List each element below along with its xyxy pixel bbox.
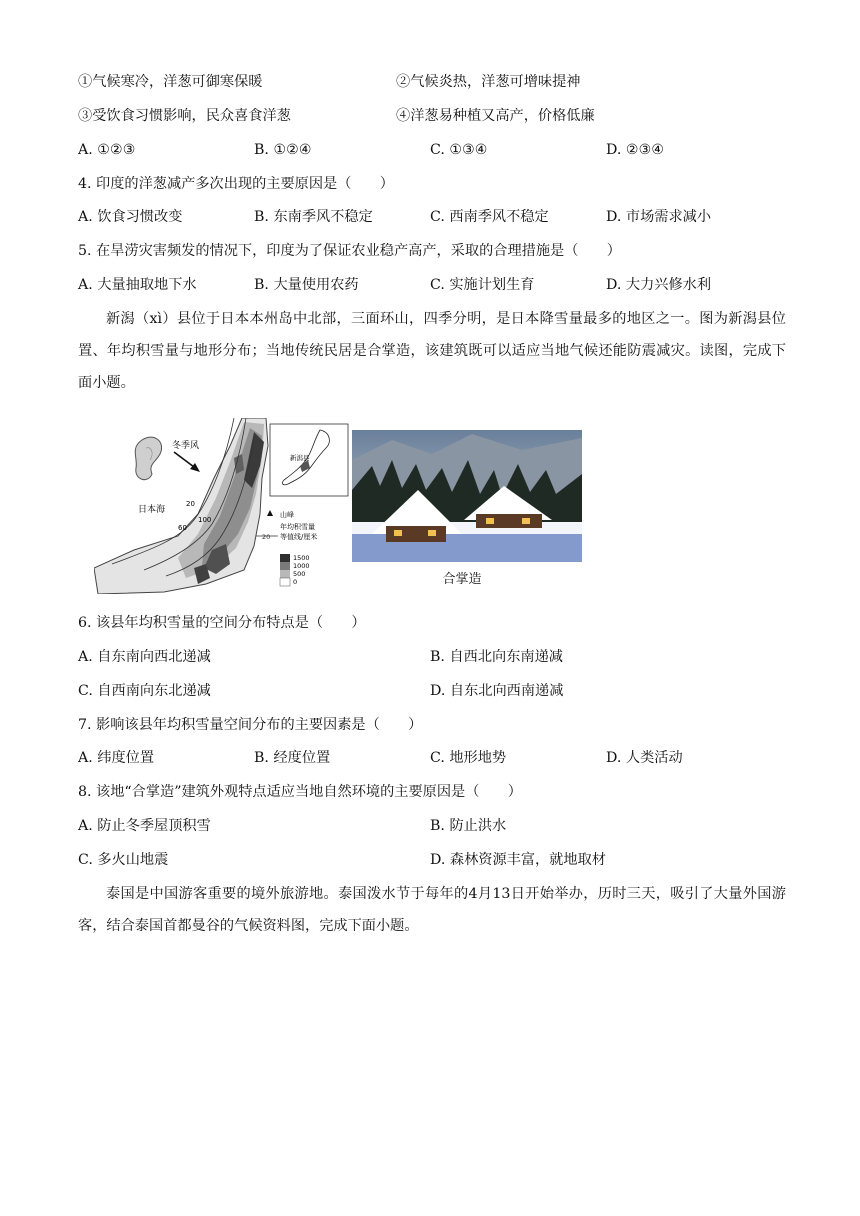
q3-option-d: D. ②③④ (606, 142, 665, 158)
q3-option-b: B. ①②④ (254, 142, 312, 158)
q3-statement-4: ④洋葱易种植又高产，价格低廉 (396, 108, 595, 124)
passage-thailand: 泰国是中国游客重要的境外旅游地。泰国泼水节于每年的4月13日开始举办，历时三天，吸引了大量外国游客，结合泰国首都曼谷的气候资料图，完成下面小题。 (78, 886, 786, 934)
mountain-peak-icon (267, 510, 273, 516)
q7-option-c: C. 地形地势 (430, 750, 507, 766)
q3-option-c: C. ①③④ (430, 142, 488, 158)
winter-wind-label: 冬季风 (172, 441, 200, 451)
q5-stem: 5. 在旱涝灾害频发的情况下，印度为了保证农业稳产高产，采取的合理措施是（ ） (78, 243, 621, 259)
q6-stem: 6. 该县年均积雪量的空间分布特点是（ ） (78, 615, 366, 631)
legend-iso-1: 年均积雪量 (280, 523, 315, 531)
q8-stem: 8. 该地“合掌造”建筑外观特点适应当地自然环境的主要原因是（ ） (78, 784, 522, 800)
legend-1000: 1000 (293, 562, 310, 570)
q4-option-c: C. 西南季风不稳定 (430, 209, 549, 225)
q8-option-a: A. 防止冬季屋顶积雪 (78, 818, 211, 834)
q3-statement-3: ③受饮食习惯影响，民众喜食洋葱 (78, 108, 291, 124)
q5-option-b: B. 大量使用农药 (254, 277, 359, 293)
q7-stem: 7. 影响该县年均积雪量空间分布的主要因素是（ ） (78, 717, 423, 733)
contour-label-60: 60 (178, 524, 187, 532)
q6-option-c: C. 自西南向东北递减 (78, 683, 211, 699)
legend-peak: 山峰 (280, 511, 294, 519)
q3-statement-2: ②气候炎热，洋葱可增味提神 (396, 74, 581, 90)
figure-niigata (94, 418, 584, 596)
q3-statement-1: ①气候寒冷，洋葱可御寒保暖 (78, 74, 263, 90)
q3-option-a: A. ①②③ (78, 142, 136, 158)
niigata-snow-map (94, 418, 350, 594)
photo-caption: 合掌造 (442, 572, 482, 587)
legend-iso-value: 20 (262, 533, 271, 541)
q5-option-d: D. 大力兴修水利 (606, 277, 712, 293)
passage-niigata: 新潟（xì）县位于日本本州岛中北部，三面环山，四季分明，是日本降雪量最多的地区之一。图为新潟县位置、年均积雪量与地形分布；当地传统民居是合掌造，该建筑既可以适应当地气候还能防震减灾。读图，完成下面小题。 (78, 311, 786, 391)
inset-niigata-label: 新潟县 (290, 454, 310, 462)
q8-option-c: C. 多火山地震 (78, 852, 169, 868)
q4-option-a: A. 饮食习惯改变 (78, 209, 183, 225)
legend-iso-2: 等值线/厘米 (280, 533, 318, 541)
sea-label: 日本海 (138, 505, 166, 515)
q7-option-b: B. 经度位置 (254, 750, 331, 766)
q6-option-d: D. 自东北向西南递减 (430, 683, 564, 699)
legend-500: 500 (293, 570, 306, 578)
q4-option-b: B. 东南季风不稳定 (254, 209, 373, 225)
q4-stem: 4. 印度的洋葱减产多次出现的主要原因是（ ） (78, 176, 394, 192)
q8-option-b: B. 防止洪水 (430, 818, 507, 834)
gassho-zukuri-photo (352, 430, 582, 562)
q8-option-d: D. 森林资源丰富，就地取材 (430, 852, 606, 868)
q7-option-d: D. 人类活动 (606, 750, 683, 766)
q7-option-a: A. 纬度位置 (78, 750, 155, 766)
q4-option-d: D. 市场需求减小 (606, 209, 712, 225)
contour-label-100: 100 (198, 516, 212, 524)
legend-0: 0 (293, 578, 298, 586)
q6-option-b: B. 自西北向东南递减 (430, 649, 563, 665)
q5-option-a: A. 大量抽取地下水 (78, 277, 197, 293)
q6-option-a: A. 自东南向西北递减 (78, 649, 211, 665)
contour-label-20: 20 (186, 500, 195, 508)
legend-1500: 1500 (293, 554, 310, 562)
q5-option-c: C. 实施计划生育 (430, 277, 535, 293)
